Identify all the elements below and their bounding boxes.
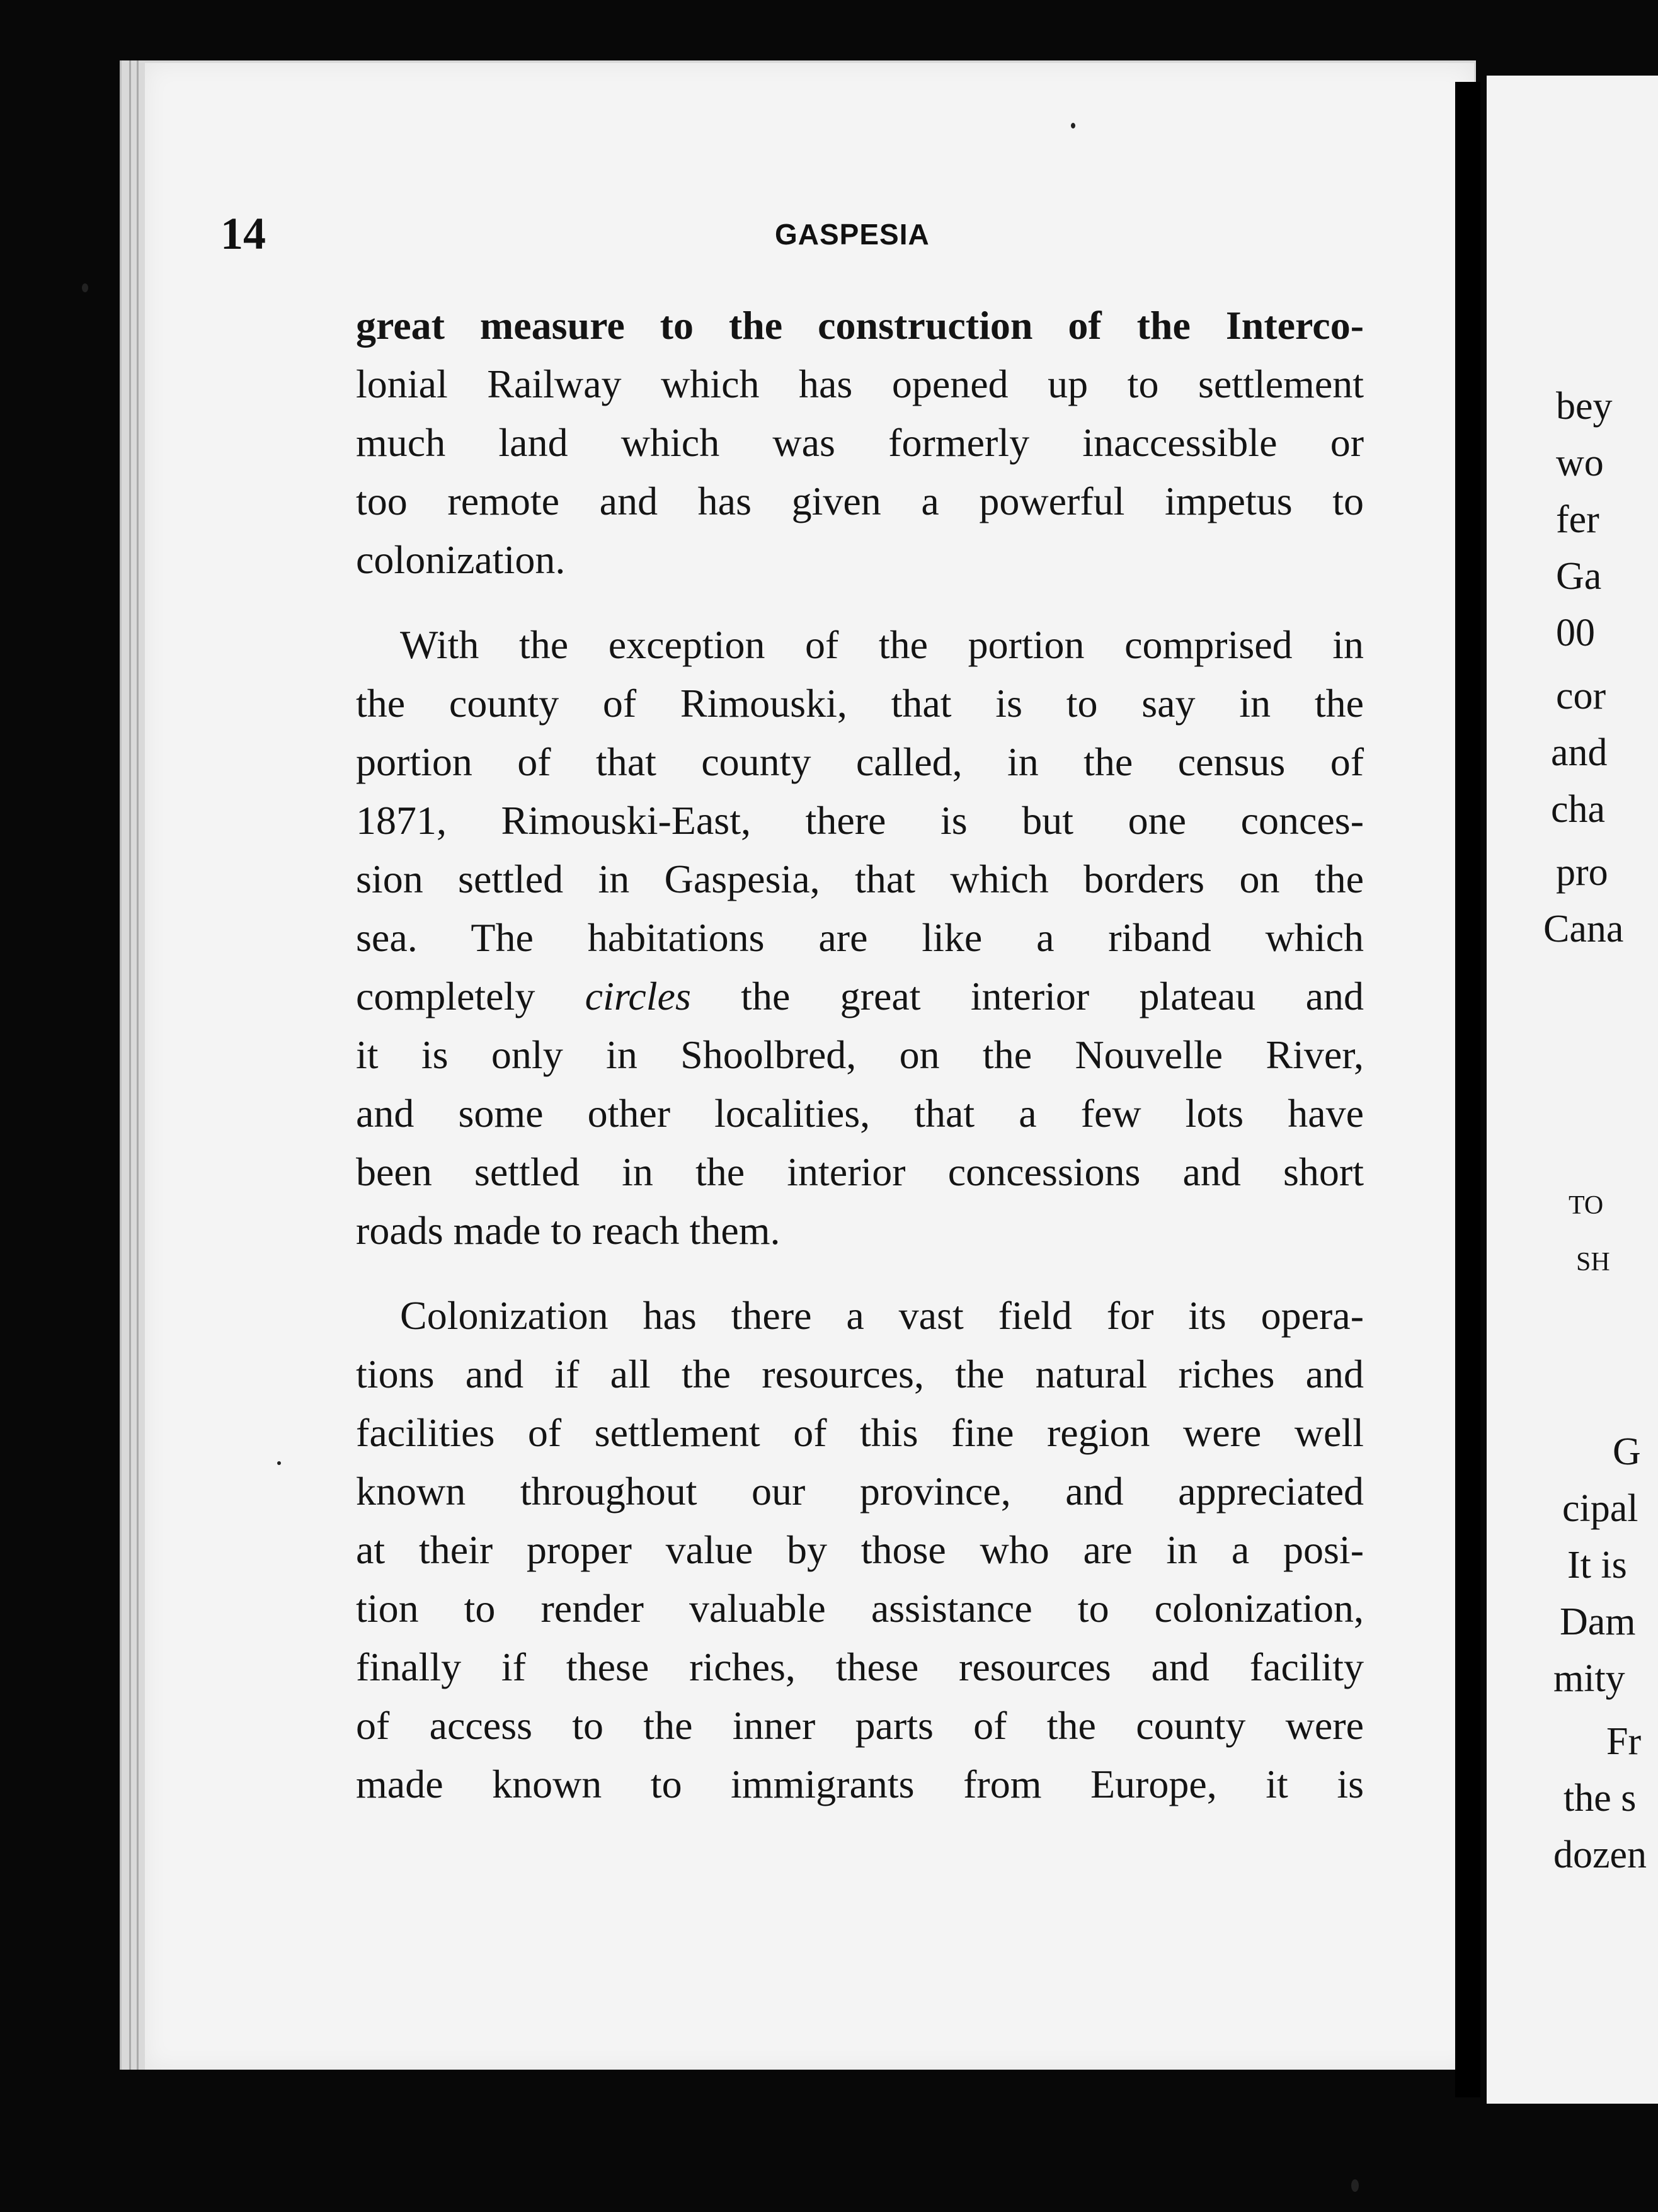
text-line: sion settled in Gaspesia, that which borders on the: [356, 857, 1364, 901]
text-line: the county of Rimouski, that is to say in the: [356, 681, 1364, 726]
text-line: sea. The habitations are like a riband which: [356, 915, 1364, 960]
text-line: roads made to reach them.: [356, 1208, 780, 1253]
right-page-text: Dam: [1560, 1600, 1636, 1643]
right-page-text: fer: [1556, 498, 1599, 541]
scan-speck: [277, 1461, 281, 1465]
scan-speck: [82, 283, 88, 292]
page-edge-line: [129, 60, 131, 2070]
text-line: known throughout our province, and appreciated: [356, 1469, 1364, 1514]
text-line: Colonization has there a vast field for its opera-: [400, 1293, 1364, 1338]
text-line: tions and if all the resources, the natural riches and: [356, 1352, 1364, 1396]
text-line: 1871, Rimouski-East, there is but one conces-: [356, 798, 1364, 843]
right-page-text: mity: [1553, 1657, 1625, 1700]
body-text: [356, 296, 1364, 1813]
right-page-text: It is: [1567, 1544, 1627, 1587]
text-line: much land which was formerly inaccessible or: [356, 420, 1364, 465]
right-page-text: cor: [1556, 675, 1606, 717]
text-line: it is only in Shoolbred, on the Nouvelle River,: [356, 1032, 1364, 1077]
text-fragment: completely: [356, 974, 535, 1018]
text-line: facilities of settlement of this fine region were well: [356, 1410, 1364, 1455]
text-line: portion of that county called, in the census of: [356, 739, 1364, 784]
paragraph-gap: [356, 1260, 1364, 1286]
right-page-text: and: [1551, 731, 1608, 774]
right-page-text: cha: [1551, 788, 1606, 831]
right-page-text: 00: [1556, 612, 1595, 654]
right-page-text: pro: [1556, 851, 1608, 894]
text-line: of access to the inner parts of the county were: [356, 1703, 1364, 1748]
italic-word: circles: [585, 974, 691, 1018]
page-edge-line: [137, 60, 139, 2070]
right-page-text: wo: [1556, 442, 1604, 484]
right-page-text: dozen: [1553, 1833, 1647, 1876]
page-number: 14: [220, 208, 266, 259]
book-gutter: [1455, 82, 1480, 2097]
text-line: lonial Railway which has opened up to settlement: [356, 362, 1364, 406]
text-line: and some other localities, that a few lots have: [356, 1091, 1364, 1136]
right-page-text: Cana: [1543, 908, 1624, 950]
right-page-text: G: [1613, 1430, 1641, 1473]
scan-speck: [1351, 2179, 1359, 2192]
text-line: too remote and has given a powerful impetus to: [356, 479, 1364, 523]
right-page-text: Fr: [1606, 1720, 1642, 1763]
right-page-text: Ga: [1556, 555, 1602, 598]
running-head: GASPESIA: [775, 218, 930, 251]
text-line: great measure to the construction of the Interco-: [356, 303, 1364, 348]
text-line: finally if these riches, these resources and facility: [356, 1645, 1364, 1689]
right-page-heading-fragment: TO: [1569, 1191, 1604, 1220]
right-page-text: bey: [1556, 385, 1613, 428]
paragraph-gap: [356, 589, 1364, 615]
scan-speck: [1071, 123, 1075, 128]
right-page-text: cipal: [1562, 1487, 1638, 1530]
text-line: With the exception of the portion comprised in: [400, 622, 1364, 667]
right-page-heading-fragment: SH: [1576, 1248, 1610, 1277]
text-line: at their proper value by those who are in a posi-: [356, 1527, 1364, 1572]
text-line: colonization.: [356, 537, 566, 582]
text-line: made known to immigrants from Europe, it is: [356, 1762, 1364, 1806]
text-fragment: the great interior plateau and: [741, 974, 1364, 1018]
text-line: tion to render valuable assistance to colonization,: [356, 1586, 1364, 1631]
text-line-with-italic: [356, 967, 1364, 1025]
text-line: been settled in the interior concessions and short: [356, 1149, 1364, 1194]
right-page-text: the s: [1564, 1777, 1637, 1820]
